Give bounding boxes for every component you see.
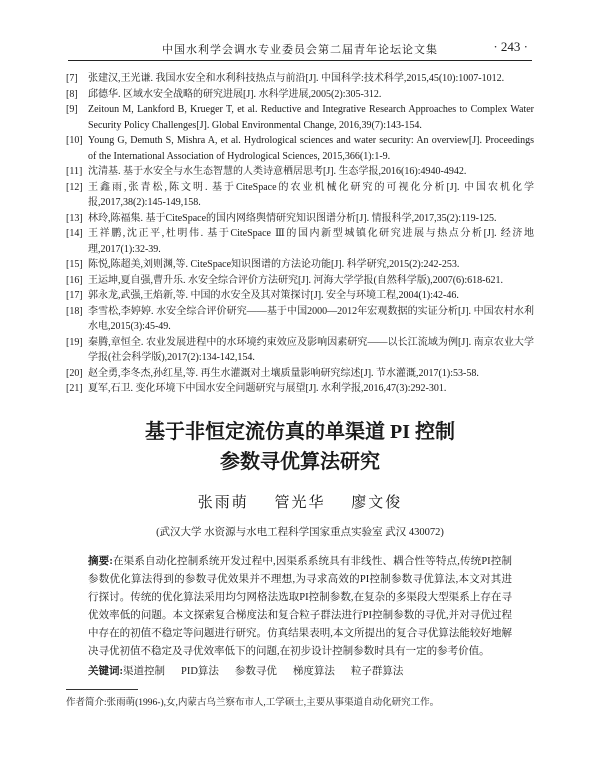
reference-number: [15] bbox=[66, 259, 83, 270]
keywords-label: 关键词: bbox=[88, 665, 123, 677]
reference-item bbox=[66, 133, 534, 164]
reference-number: [16] bbox=[66, 274, 83, 286]
reference-item bbox=[66, 288, 534, 304]
keyword: PID算法 bbox=[181, 665, 219, 677]
reference-number: [18] bbox=[66, 305, 83, 317]
reference-text: 李雪松,李婷婷. 水安全综合评价研究——基于中国2000—2012年宏观数据的实证分析[J]. 中国农村水利水电,2015(3):45-49. bbox=[88, 305, 534, 332]
reference-item bbox=[66, 102, 534, 133]
reference-item bbox=[66, 366, 534, 382]
reference-text: 张建汉,王光谦. 我国水安全和水利科技热点与前沿[J]. 中国科学:技术科学,2015,45(10):1007-1012. bbox=[88, 73, 505, 84]
reference-item bbox=[66, 211, 534, 227]
reference-number: [12] bbox=[66, 181, 83, 193]
keyword: 梯度算法 bbox=[292, 665, 335, 677]
reference-item bbox=[66, 226, 534, 257]
affiliation: (武汉大学 水资源与水电工程科学国家重点实验室 武汉 430072) bbox=[156, 526, 444, 538]
reference-text: 秦腾,章恒全. 农业发展进程中的水环境约束效应及影响因素研究——以长江流域为例[J]. 南京农业大学学报(社会科学版),2017(2):134-142,154. bbox=[88, 336, 534, 363]
reference-number: [8] bbox=[66, 88, 78, 100]
authors: 张雨萌 管光华 廖文俊 bbox=[197, 494, 403, 511]
reference-item bbox=[66, 257, 534, 273]
reference-number: [9] bbox=[66, 104, 78, 115]
abstract-text: 在渠系自动化控制系统开发过程中,因渠系系统具有非线性、耦合性等特点,传统PI控制参数优化算法得到的参数寻优效果并不理想,为寻求高效的PI控制参数寻优算法,本文对其进行探讨。传统的优化算法采用均匀网格法选取PI控制参数,在复杂的多渠段大型渠系上存在寻优效率低的问题。本文探索复合梯度法和复合粒子群法进行PI控制参数的寻优,并对寻优过程中存在的初值不稳定等问题进行研究。仿真结果表明,本文所提出的复合寻优算法能较好地解决寻优初值不稳定及寻优效率低下的问题,在初步设计控制参数时具有一定的参考价值。 bbox=[88, 555, 512, 657]
reference-number: [19] bbox=[66, 336, 83, 348]
title-line-2: 参数寻优算法研究 bbox=[220, 450, 380, 473]
reference-item bbox=[66, 381, 534, 397]
keywords bbox=[88, 663, 512, 681]
running-header bbox=[68, 38, 532, 61]
reference-text: 赵全勇,李冬杰,孙红星,等. 再生水灌溉对土壤质量影响研究综述[J]. 节水灌溉,2017(1):53-58. bbox=[88, 367, 479, 379]
reference-text: 林玲,陈福集. 基于CiteSpace的国内网络舆情研究知识图谱分析[J]. 情报科学,2017,35(2):119-125. bbox=[88, 212, 497, 224]
reference-number: [13] bbox=[66, 212, 83, 224]
reference-number: [11] bbox=[66, 166, 83, 177]
reference-number: [17] bbox=[66, 290, 83, 301]
keyword: 渠道控制 bbox=[123, 665, 165, 677]
reference-text: 王运坤,夏自强,曹升乐. 水安全综合评价方法研究[J]. 河海大学学报(自然科学版),2007(6):618-621. bbox=[88, 274, 503, 286]
abstract bbox=[88, 553, 512, 661]
reference-text: 郭永龙,武强,王焰新,等. 中国的水安全及其对策探讨[J]. 安全与环境工程,2004(1):42-46. bbox=[88, 290, 459, 301]
keyword-list bbox=[123, 666, 419, 677]
reference-text: 王鑫雨,张青松,陈文明. 基于CiteSpace的农业机械化研究的可视化分析[J]. 中国农机化学报,2017,38(2):145-149,158. bbox=[88, 181, 534, 208]
reference-text: 王祥鹏,沈正平,杜明伟. 基于CiteSpace Ⅲ的国内新型城镇化研究进展与热点分析[J]. 经济地理,2017(1):32-39. bbox=[88, 228, 534, 255]
abstract-label: 摘要: bbox=[88, 555, 113, 567]
reference-number: [14] bbox=[66, 228, 83, 239]
reference-text: 沈清基. 基于水安全与水生态智慧的人类诗意栖居思考[J]. 生态学报,2016(16):4940-4942. bbox=[88, 166, 467, 177]
page-number: · 243 · bbox=[493, 39, 528, 54]
author-note: 作者简介:张雨萌(1996-),女,内蒙古乌兰察布市人,工学硕士,主要从事渠道自动化研究工作。 bbox=[66, 697, 440, 708]
reference-number: [10] bbox=[66, 135, 83, 146]
reference-item bbox=[66, 335, 534, 366]
reference-text: Young G, Demuth S, Mishra A, et al. Hydrological sciences and water security: An overview[J]. Proceedings of the International Association of Hydrological Sciences, 2015,366(1):1-9. bbox=[88, 135, 534, 162]
footnote-divider bbox=[66, 689, 138, 690]
reference-number: [21] bbox=[66, 383, 83, 394]
article-title bbox=[66, 417, 534, 477]
reference-text: Zeitoun M, Lankford B, Krueger T, et al. Reductive and Integrative Research Approaches to Complex Water Security Policy Challenges[J]. Global Environmental Change, 2016,39(7):143-154. bbox=[88, 104, 534, 131]
title-line-1: 基于非恒定流仿真的单渠道 PI 控制 bbox=[145, 420, 455, 443]
reference-list bbox=[66, 71, 534, 397]
reference-item bbox=[66, 180, 534, 211]
reference-item bbox=[66, 304, 534, 335]
reference-number: [20] bbox=[66, 367, 83, 379]
reference-text: 邱德华. 区域水安全战略的研究进展[J]. 水科学进展,2005(2):305-312. bbox=[88, 88, 382, 100]
reference-text: 陈悦,陈超美,刘则渊,等. CiteSpace知识图谱的方法论功能[J]. 科学研究,2015(2):242-253. bbox=[88, 259, 460, 270]
reference-item bbox=[66, 273, 534, 289]
reference-text: 夏军,石卫. 变化环境下中国水安全问题研究与展望[J]. 水利学报,2016,47(3):292-301. bbox=[88, 383, 447, 394]
reference-item bbox=[66, 71, 534, 87]
reference-item bbox=[66, 164, 534, 180]
reference-number: [7] bbox=[66, 73, 78, 84]
reference-item bbox=[66, 87, 534, 103]
journal-title: 中国水利学会调水专业委员会第二届青年论坛论文集 bbox=[162, 44, 438, 56]
keyword: 参数寻优 bbox=[234, 665, 277, 677]
keyword: 粒子群算法 bbox=[350, 665, 404, 677]
